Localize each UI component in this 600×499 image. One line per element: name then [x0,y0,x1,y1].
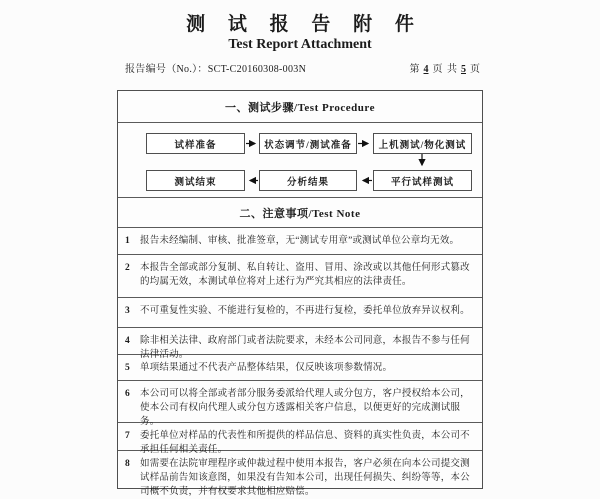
flow-box-analyze-result: 分析结果 [259,170,357,191]
note-text: 本报告全部或部分复制、私自转让、盗用、冒用、涂改或以其他任何形式篡改的均属无效，本测试单位将对上述行为严究其相应的法律责任。 [140,263,470,287]
note-text: 不可重复性实验、不能进行复检的，不再进行复检，委托单位放弃异议权利。 [140,306,470,316]
report-table [117,90,483,497]
note-number: 1 [125,236,130,246]
note-text: 单项结果通过不代表产品整体结果，仅反映该项参数情况。 [140,363,393,373]
note-number: 7 [125,431,130,441]
note-text: 委托单位对样品的代表性和所提供的样品信息、资料的真实性负责，本公司不承担任何相关责任。 [140,431,470,455]
report-number-label: 报告编号（No.）： [125,64,208,75]
note-number: 8 [125,459,130,469]
notes-section-header: 二、注意事项/Test Note [118,197,482,227]
meta-row [125,60,481,75]
page-unit1: 页 [432,64,443,75]
note-text: 本公司可以将全部或者部分服务委派给代理人或分包方，客户授权给本公司，使本公司有权向代理人或分包方透露相关客户信息，以便更好的完成测试服务。 [140,389,470,427]
note-row-1 [118,227,482,254]
page-current: 4 [423,64,429,75]
flow-box-test-end: 测试结束 [146,170,245,191]
page-total-label: 共 [447,64,457,75]
note-row-2 [118,254,482,297]
note-row-3 [118,297,482,327]
note-row-4 [118,327,482,360]
note-text: 除非相关法律、政府部门或者法院要求，未经本公司同意，本报告不参与任何法律活动。 [140,336,470,360]
document-title-cn: 测 试 报 告 附 件 [186,14,423,35]
flow-box-machine-test: 上机测试/物化测试 [373,133,472,154]
flow-box-conditioning: 状态调节/测试准备 [259,133,357,154]
page-indicator [409,60,482,75]
note-row-7 [118,422,482,455]
note-number: 2 [125,263,130,273]
note-number: 6 [125,389,130,399]
flow-box-parallel-test: 平行试样测试 [373,170,472,191]
page-unit2: 页 [470,64,480,75]
report-number [125,60,306,75]
document-title-en: Test Report Attachment [228,37,372,52]
note-number: 3 [125,306,130,316]
page-total: 5 [461,64,466,75]
note-number: 4 [125,336,130,346]
report-number-value: SCT-C20160308-003N [207,64,307,75]
note-text: 如需要在法院审理程序或仲裁过程中使用本报告，客户必须在向本公司提交测试样品前告知该意图，如果没有告知本公司，出现任何损失、纠纷等等，本公司概不负责，并有权要求其他相应赔偿。 [140,459,470,497]
note-row-6 [118,380,482,427]
page-prefix: 第 [409,64,420,75]
procedure-flowchart [118,122,482,197]
procedure-section-header: 一、测试步骤/Test Procedure [225,101,375,114]
flow-box-sample-prep: 试样准备 [146,133,245,154]
note-text: 报告未经编制、审核、批准签章，无“测试专用章”或测试单位公章均无效。 [140,236,460,246]
note-number: 5 [125,363,130,373]
